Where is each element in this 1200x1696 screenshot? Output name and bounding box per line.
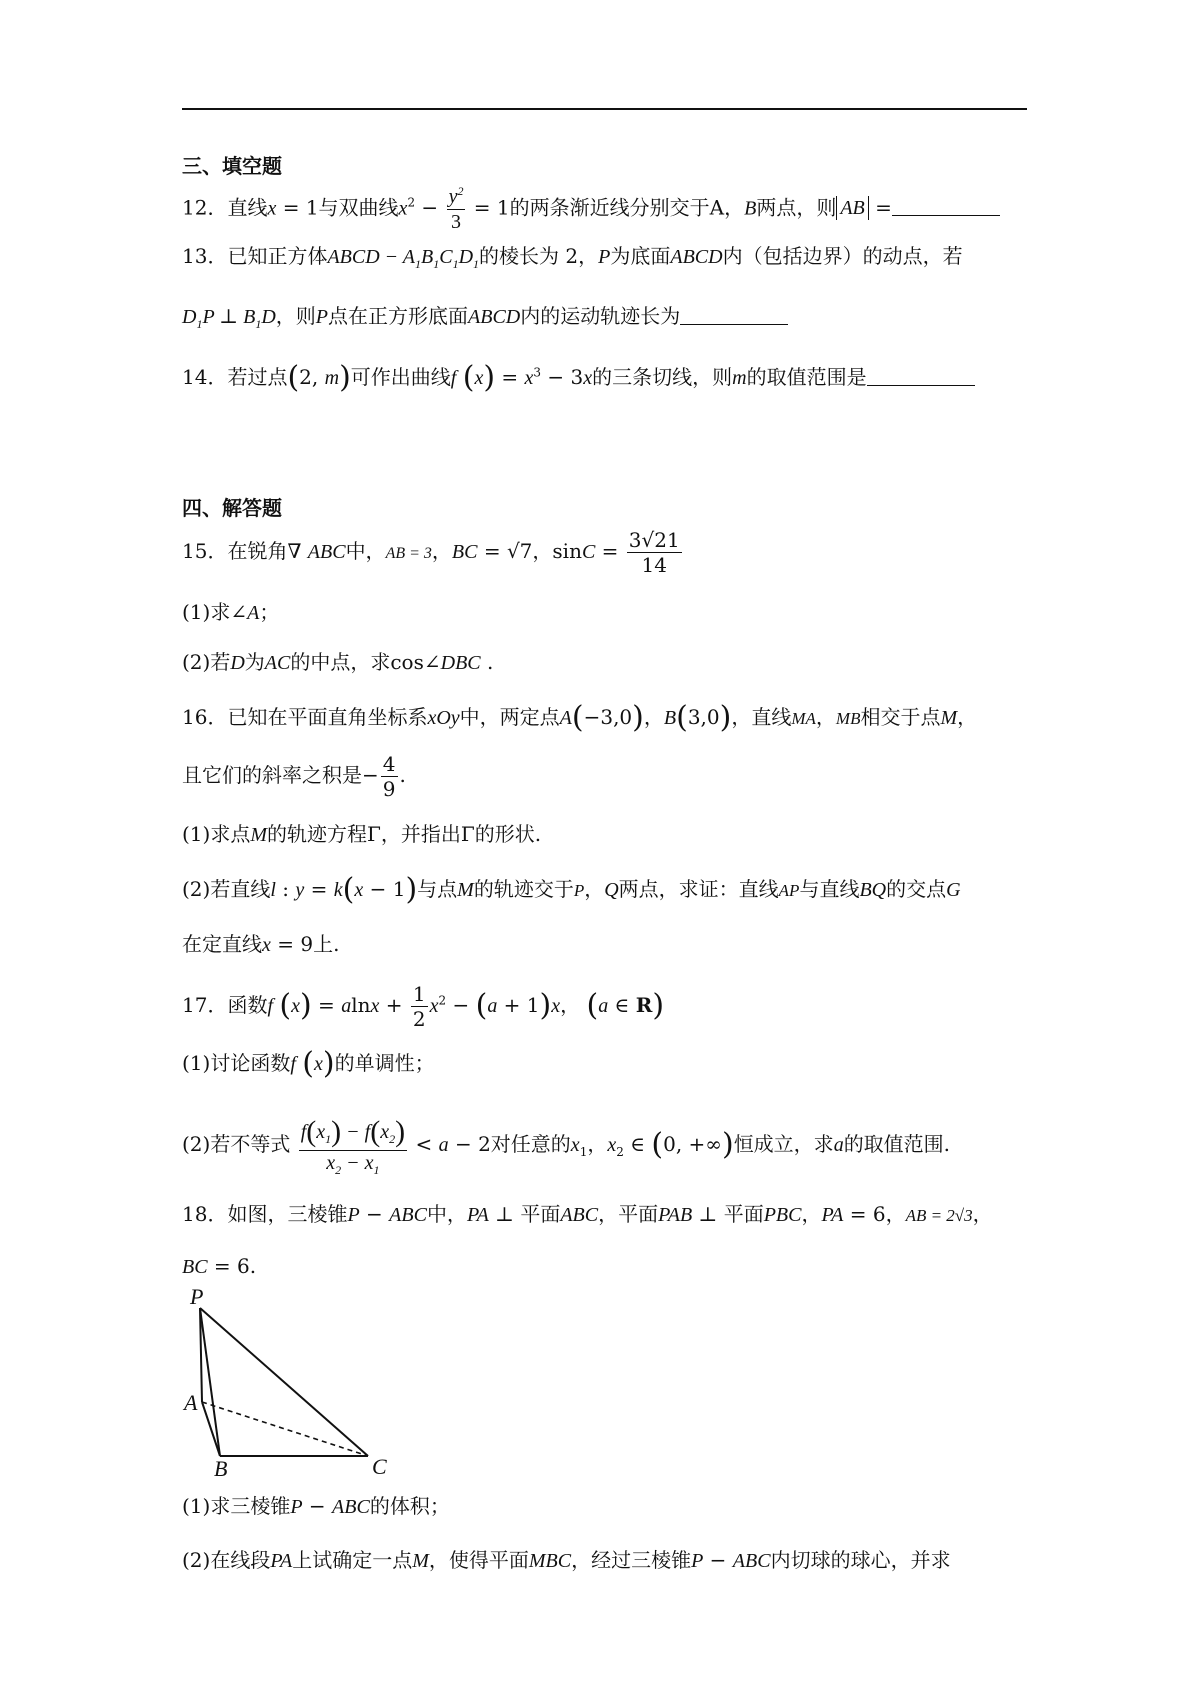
answer-blank-13 bbox=[680, 306, 788, 325]
edge-AC-hidden bbox=[202, 1402, 368, 1456]
edge-PB bbox=[200, 1308, 220, 1456]
section-title-answer: 四、解答题 bbox=[182, 496, 282, 520]
question-15-part2: (2)若D为AC的中点，求cos∠DBC . bbox=[182, 650, 494, 674]
section-title-fill: 三、填空题 bbox=[182, 154, 282, 178]
question-16-part1: (1)求点M的轨迹方程Γ，并指出Γ的形状. bbox=[182, 822, 542, 846]
question-18-line1: 18．如图，三棱锥P − ABC中，PA ⊥ 平面ABC，平面PAB ⊥ 平面PBC，PA = 6，AB = 2√3， bbox=[182, 1202, 993, 1226]
question-15: 15．在锐角∇ ABC中，AB = 3，BC = √7，sinC = $\frac{3√21}{14}$ bbox=[182, 528, 680, 577]
label-C: C bbox=[372, 1454, 387, 1478]
question-16-line1: 16．已知在平面直角坐标系xOy中，两定点A(−3,0)，B(3,0)，直线MA，MB相交于点M， bbox=[182, 700, 978, 735]
tetrahedron-figure bbox=[180, 1288, 410, 1478]
answer-blank-12 bbox=[892, 197, 1000, 216]
label-B: B bbox=[214, 1456, 228, 1478]
question-18-part1: (1)求三棱锥P − ABC的体积； bbox=[182, 1494, 450, 1518]
question-17-part1: (1)讨论函数f (x)的单调性； bbox=[182, 1046, 435, 1081]
question-16-line2: 且它们的斜率之积是− $\frac{4}{9}$ . bbox=[182, 752, 406, 801]
question-16-part2: (2)若直线l : y = k(x − 1)与点M的轨迹交于P，Q两点，求证：直线AP与直线BQ的交点G bbox=[182, 872, 961, 907]
question-17-part2: (2)若不等式 $\frac{f(x_1) - f(x_2)}{x_2 - x_1}$ < a − 2对任意的$x_1$，$x_2$ ∈ (0, +∞)恒成立，求a的取值范围. bbox=[182, 1115, 951, 1177]
label-A: A bbox=[184, 1390, 198, 1415]
edge-PC bbox=[200, 1308, 368, 1456]
question-15-part1: (1)求∠A； bbox=[182, 600, 280, 624]
question-13-line2: $D_1P$ ⊥ $B_1D$，则P点在正方形底面ABCD内的运动轨迹长为 bbox=[182, 300, 1032, 332]
question-17: 17．函数f (x) = alnx + $\frac{1}{2}$ $x^2 - (a + 1)x$， (a ∈ R) bbox=[182, 982, 665, 1031]
top-rule bbox=[182, 108, 1027, 110]
question-18-line2: BC = 6. bbox=[182, 1254, 257, 1278]
question-18-part2: (2)在线段PA上试确定一点M，使得平面MBC，经过三棱锥P − ABC内切球的球心，并求 bbox=[182, 1548, 951, 1572]
label-P: P bbox=[190, 1288, 204, 1309]
question-12: 12．直线x = 1与双曲线$x^2$ − $\frac{y^2}{3}$ = 1的两条渐近线分别交于A，B两点，则 AB = bbox=[182, 184, 1032, 234]
question-14: 14．若过点(2, m)可作出曲线f $(x) = x^3 - 3x$的三条切线，则m的取值范围是 bbox=[182, 360, 1032, 395]
question-13-line1: 13．已知正方体ABCD − $A_1B_1C_1D_1$的棱长为 2，P为底面ABCD内（包括边界）的动点，若 bbox=[182, 244, 963, 271]
answer-blank-14 bbox=[867, 367, 975, 386]
question-16-part2-cont: 在定直线x = 9上. bbox=[182, 932, 340, 956]
